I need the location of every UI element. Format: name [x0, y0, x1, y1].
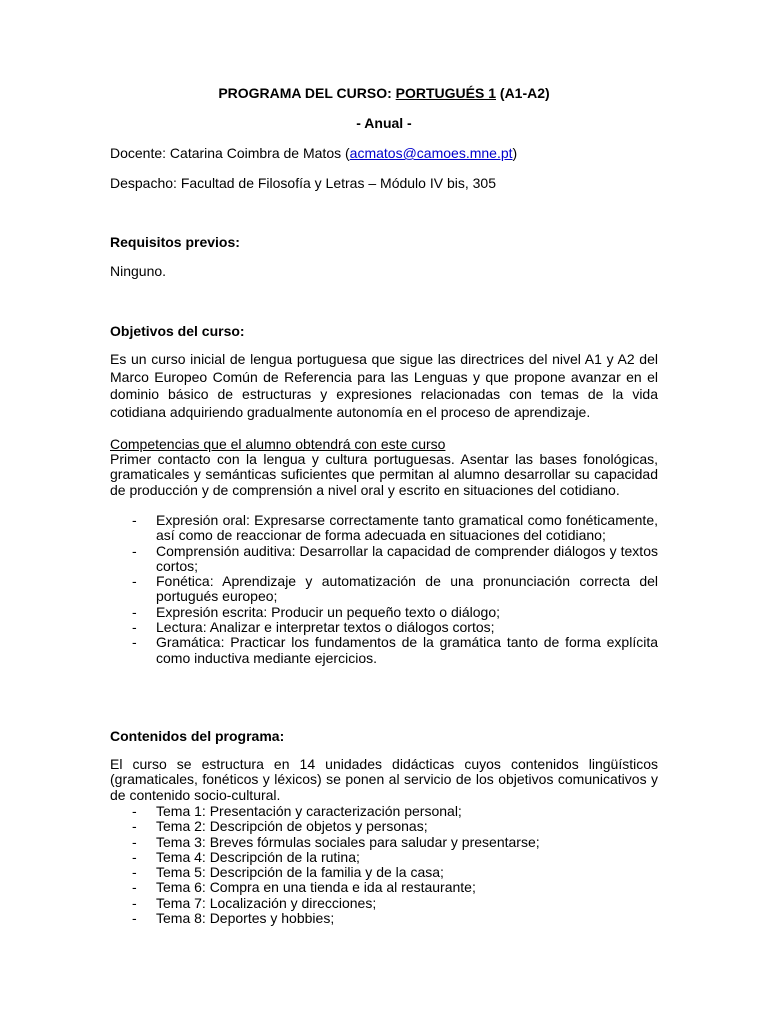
- list-item-text: Tema 3: Breves fórmulas sociales para saludar y presentarse;: [156, 833, 540, 850]
- list-bullet: -: [132, 833, 137, 850]
- title-level: (A1-A2): [496, 85, 550, 101]
- teacher-label: Docente: Catarina Coimbra de Matos (: [110, 145, 350, 161]
- office-line: Despacho: Facultad de Filosofía y Letras – Módulo IV bis, 305: [110, 175, 496, 191]
- list-bullet: -: [132, 512, 137, 528]
- prerequisites-text: Ninguno.: [110, 263, 167, 279]
- list-bullet: -: [132, 803, 137, 819]
- title-prefix: PROGRAMA DEL CURSO:: [218, 85, 396, 101]
- teacher-email-link[interactable]: acmatos@camoes.mne.pt: [349, 145, 513, 161]
- list-bullet: -: [132, 894, 137, 911]
- list-item-text: Tema 2: Descripción de objetos y personas;: [156, 818, 428, 835]
- list-item-text: Comprensión auditiva: Desarrollar la capacidad de comprender diálogos y textos cortos;: [156, 542, 658, 574]
- contents-intro: El curso se estructura en 14 unidades didácticas cuyos contenidos lingüísticos (gramaticales, fonéticos y léxicos) se ponen al servicio de los objetivos comunicativos y de contenido socio-cultural.: [110, 756, 658, 803]
- list-item: [110, 911, 658, 926]
- objectives-text: Es un curso inicial de lengua portuguesa que sigue las directrices del nivel A1 y A2 del Marco Europeo Común de Referencia para las Lenguas y que propone avanzar en el dominio básico de estructuras y expresiones relacionadas con temas de la vida cotidiana adquiriendo gradualmente autonomía en el proceso de aprendizaje.: [110, 351, 658, 420]
- list-item: [110, 804, 658, 819]
- list-item: [110, 620, 658, 635]
- list-bullet: -: [132, 634, 137, 651]
- list-item: [110, 513, 658, 544]
- list-item: [110, 835, 658, 850]
- competencies-list: [110, 513, 658, 666]
- list-item-text: Expresión oral: Expresarse correctamente tanto gramatical como fonéticamente, así como de reaccionar de forma adecuada en situaciones del cotidiano;: [156, 512, 658, 544]
- list-bullet: -: [132, 619, 137, 636]
- list-bullet: -: [132, 879, 137, 896]
- list-item-text: Fonética: Aprendizaje y automatización de una pronunciación correcta del portugués europeo;: [156, 573, 658, 605]
- contents-heading: Contenidos del programa:: [110, 728, 285, 744]
- list-item: [110, 605, 658, 620]
- list-item-text: Expresión escrita: Producir un pequeño texto o diálogo;: [156, 603, 500, 620]
- list-item-text: Tema 4: Descripción de la rutina;: [156, 848, 360, 865]
- teacher-line: [110, 144, 517, 162]
- list-item: [110, 819, 658, 834]
- list-bullet: -: [132, 910, 137, 927]
- list-item-text: Gramática: Practicar los fundamentos de la gramática tanto de forma explícita como inductiva mediante ejercicios.: [156, 634, 658, 666]
- list-item-text: Tema 8: Deportes y hobbies;: [156, 910, 335, 927]
- contents-list: [110, 804, 658, 926]
- list-item-text: Lectura: Analizar e interpretar textos o diálogos cortos;: [156, 619, 495, 636]
- course-title: [110, 84, 658, 102]
- list-item-text: Tema 6: Compra en una tienda e ida al restaurante;: [156, 879, 476, 896]
- list-item: [110, 865, 658, 880]
- list-item: [110, 896, 658, 911]
- list-item-text: Tema 1: Presentación y caracterización personal;: [156, 803, 462, 819]
- list-item: [110, 544, 658, 575]
- objectives-heading: Objetivos del curso:: [110, 323, 245, 339]
- prerequisites-heading: Requisitos previos:: [110, 234, 240, 250]
- list-bullet: -: [132, 818, 137, 835]
- course-duration: - Anual -: [356, 115, 412, 131]
- list-item: [110, 880, 658, 895]
- title-course-name: PORTUGUÉS 1: [395, 85, 497, 101]
- competencies-heading: Competencias que el alumno obtendrá con este curso: [110, 436, 446, 452]
- teacher-close-paren: ): [512, 145, 518, 161]
- list-item-text: Tema 5: Descripción de la familia y de la casa;: [156, 864, 444, 881]
- list-item: [110, 574, 658, 605]
- list-bullet: -: [132, 864, 137, 881]
- list-bullet: -: [132, 573, 137, 590]
- list-bullet: -: [132, 603, 137, 620]
- list-bullet: -: [132, 542, 137, 559]
- list-item: [110, 850, 658, 865]
- list-item: [110, 635, 658, 666]
- competencies-intro: Primer contacto con la lengua y cultura portuguesas. Asentar las bases fonológicas, gramaticales y semánticas suficientes que permitan al alumno desarrollar su capacidad de producción y de comprensión a nivel oral y escrito en situaciones del cotidiano.: [110, 451, 658, 498]
- list-bullet: -: [132, 848, 137, 865]
- list-item-text: Tema 7: Localización y direcciones;: [156, 894, 377, 911]
